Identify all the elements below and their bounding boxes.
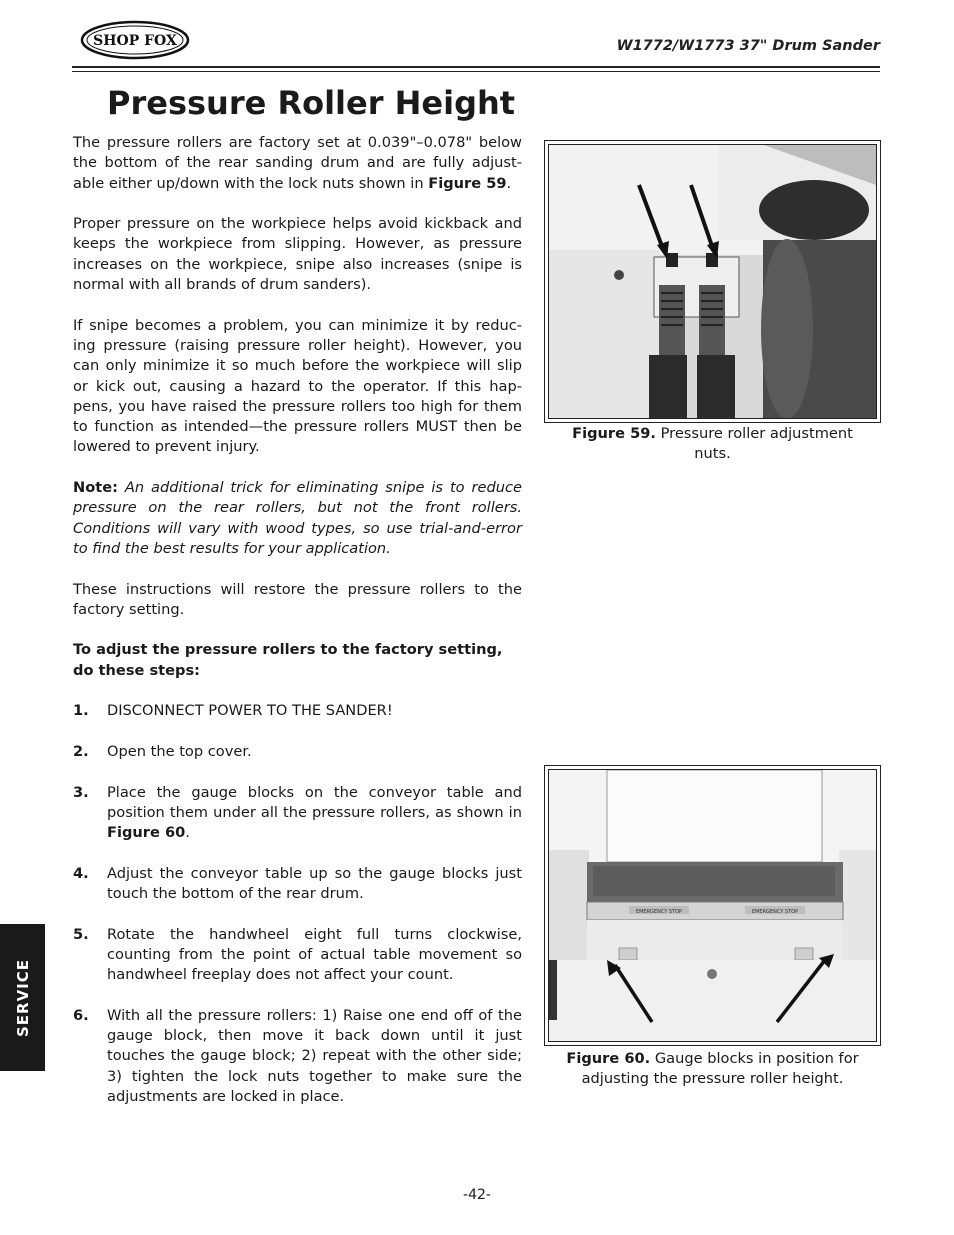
header-rule-thin — [72, 71, 880, 72]
page-title: Pressure Roller Height — [107, 84, 516, 122]
paragraph-1: The pressure rollers are factory set at 0.039"–0.078" below the bottom of the rear sanding drum and are fully adjust-able either up/down with the lock nuts shown in Figure 59. — [73, 134, 522, 192]
figure-59-label: Figure 59. — [572, 425, 656, 442]
pressure-roller-photo — [549, 145, 876, 418]
logo-text: SHOP FOX — [93, 33, 177, 49]
header-rule — [72, 66, 880, 68]
note-label: Note: — [73, 479, 118, 497]
service-side-tab — [0, 924, 45, 1071]
paragraph-3: If snipe becomes a problem, you can minimize it by reduc-ing pressure (raising pressure roller height). However, you can only minimize it so much before the workpiece will slip or kick out, causing a hazard to the operator. If this hap-pens, you have raised the pressure rollers too high for them to function as intended—the pressure rollers MUST then be lowered to prevent injury. — [73, 316, 522, 456]
model-title: W1772/W1773 37" Drum Sander — [616, 38, 880, 54]
step-4: 4. Adjust the conveyor table up so the gauge blocks just touch the bottom of the rear drum. — [73, 864, 522, 902]
figure-59-ref: Figure 59 — [428, 174, 507, 192]
note-text: An additional trick for eliminating snipe is to reduce pressure on the rear rollers, but not the front rollers. Conditions will vary with wood types, so use trial-and-error to find the best results for your application. — [73, 479, 523, 557]
figure-60-ref: Figure 60 — [107, 824, 186, 842]
step-3: 3. Place the gauge blocks on the conveyor table and position them under all the pressure rollers, as shown in Figure 60. — [73, 783, 522, 842]
figure-60-label: Figure 60. — [566, 1050, 651, 1067]
page-number: -42- — [463, 1187, 491, 1203]
step-5: 5. Rotate the handwheel eight full turns clockwise, counting from the point of actual table movement so handwheel freeplay does not affect your count. — [73, 925, 522, 984]
step-6: 6. With all the pressure rollers: 1) Raise one end off of the gauge block, then move it back down until it just touches the gauge block; 2) repeat with the other side; 3) tighten the lock nuts together to make sure the adjustments are locked in place. — [73, 1006, 522, 1105]
emergency-stop-decal-left: EMERGENCY STOP — [635, 909, 683, 915]
figure-60 — [544, 765, 881, 1046]
figure-60-caption: Figure 60. Gauge blocks in position for adjusting the pressure roller height. — [566, 1050, 859, 1088]
shop-fox-logo — [80, 20, 190, 60]
paragraph-2: Proper pressure on the workpiece helps avoid kickback and keeps the workpiece from slipping. However, as pressure increases on the workpiece, snipe also increases (snipe is normal with all brands of drum sanders). — [73, 215, 522, 294]
steps-intro: To adjust the pressure rollers to the factory setting, do these steps: — [73, 641, 503, 679]
side-tab-label: SERVICE — [13, 958, 32, 1037]
paragraph-4: These instructions will restore the pressure rollers to the factory setting. — [73, 580, 522, 618]
step-1: 1. DISCONNECT POWER TO THE SANDER! — [73, 702, 393, 720]
figure-59-caption: Figure 59. Pressure roller adjustment nuts. — [572, 425, 853, 463]
figure-59 — [544, 140, 881, 423]
step-2: 2. Open the top cover. — [73, 742, 252, 760]
gauge-blocks-photo — [549, 770, 876, 1041]
note — [73, 478, 522, 559]
body-column — [73, 133, 522, 1128]
emergency-stop-decal-right: EMERGENCY STOP — [751, 909, 799, 915]
